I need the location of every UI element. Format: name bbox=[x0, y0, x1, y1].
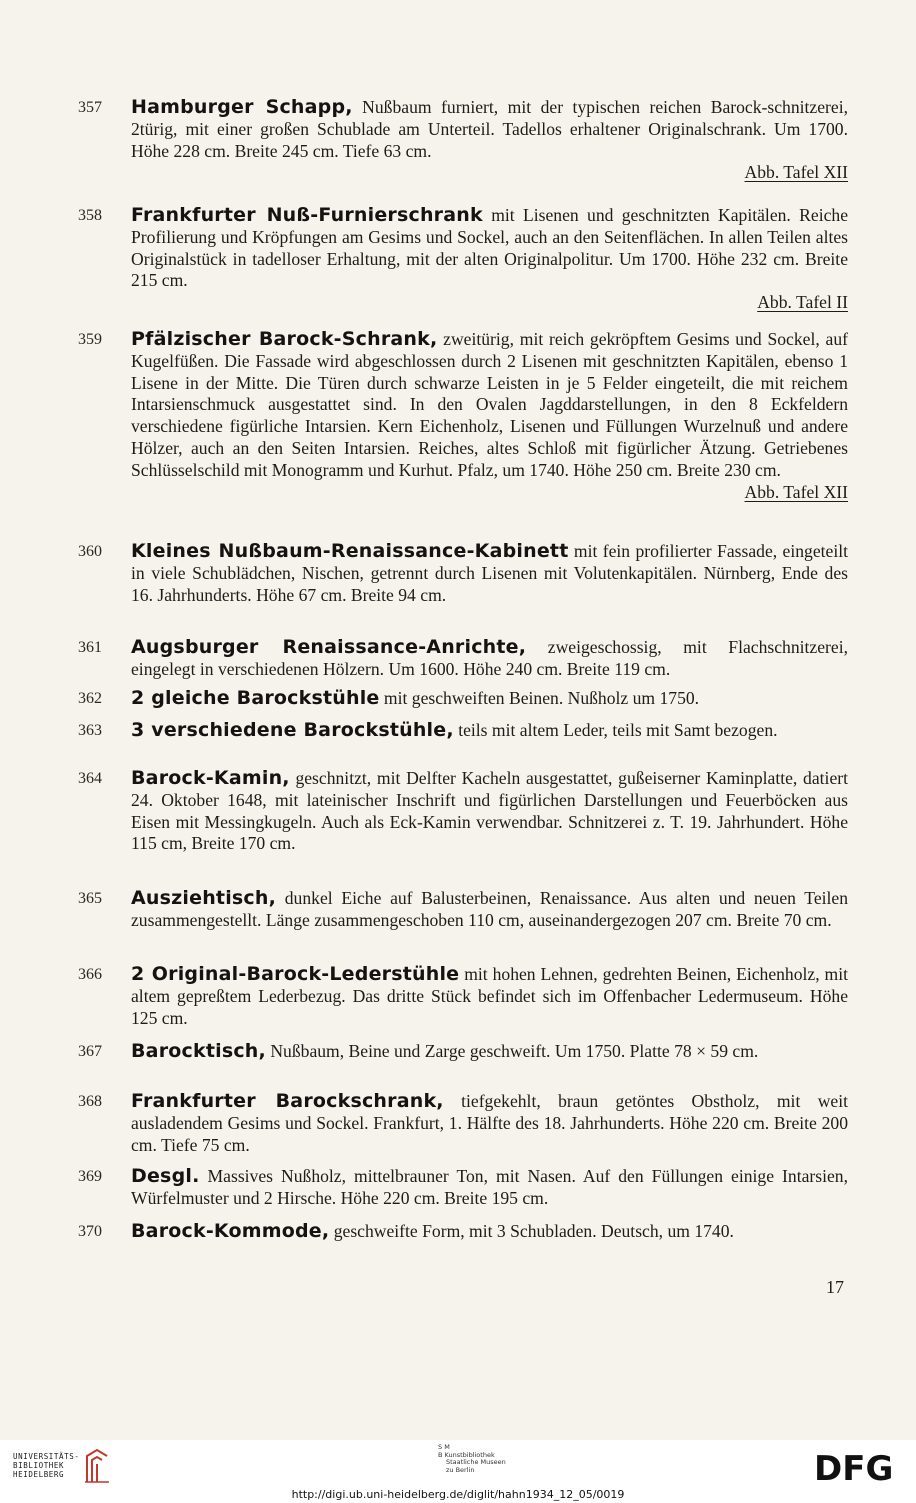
digitization-footer bbox=[0, 1440, 916, 1503]
entry-text bbox=[131, 205, 848, 314]
lot-number: 365 bbox=[78, 890, 102, 907]
plate-reference: Abb. Tafel XII bbox=[744, 162, 848, 183]
lot-number: 369 bbox=[78, 1168, 102, 1185]
lot-number: 357 bbox=[78, 99, 102, 116]
entry-description: mit geschweiften Beinen. Nußholz um 1750. bbox=[383, 688, 700, 708]
stamp-line-3: Staatliche Museen bbox=[446, 1458, 506, 1466]
entry-description: Massives Nußholz, mittelbrauner Ton, mit Nasen. Auf den Füllungen einige Intarsien, Würfelmuster und 2 Hirsche. Höhe 220 cm. Breite 195 cm. bbox=[131, 1166, 848, 1208]
lot-number: 367 bbox=[78, 1043, 102, 1060]
university-logo-icon bbox=[83, 1448, 111, 1484]
entry-text bbox=[131, 1166, 848, 1210]
entry-title: Pfälzischer Barock-Schrank, bbox=[131, 328, 438, 350]
entry-description: mit fein profilierter Fassade, eingeteilt in viele Schublädchen, Nischen, getrennt durch Lisenen mit Volutenkapitälen. Nürnberg, Ende des 16. Jahrhunderts. Höhe 67 cm. Breite 94 cm. bbox=[131, 541, 848, 605]
lot-number: 370 bbox=[78, 1223, 102, 1240]
entry-title: Frankfurter Nuß-Furnierschrank bbox=[131, 204, 483, 226]
entry-description: teils mit altem Leder, teils mit Samt bezogen. bbox=[458, 720, 778, 740]
page-number: 17 bbox=[826, 1277, 844, 1297]
entry-title: Desgl. bbox=[131, 1165, 200, 1187]
lot-number: 358 bbox=[78, 207, 102, 224]
entry-text bbox=[131, 1041, 848, 1063]
entry-title: Frankfurter Barockschrank, bbox=[131, 1090, 444, 1112]
entry-text bbox=[131, 637, 848, 681]
uni-line-3: HEIDELBERG bbox=[13, 1470, 65, 1479]
lot-number: 364 bbox=[78, 770, 102, 787]
entry-text bbox=[131, 768, 848, 855]
stamp-line-4: zu Berlin bbox=[446, 1465, 475, 1474]
dfg-logo-icon bbox=[814, 1450, 904, 1484]
entry-title: Hamburger Schapp, bbox=[131, 96, 353, 118]
source-url[interactable]: http://digi.ub.uni-heidelberg.de/diglit/hahn1934_12_05/0019 bbox=[291, 1488, 625, 1501]
entry-description: geschnitzt, mit Delfter Kacheln ausgestattet, gußeiserner Kaminplatte, datiert 24. Oktober 1648, mit lateinischer Inschrift und figürlichen Darstellungen und Feuerböcken aus Eisen mit Messingkugeln. Auch als Eck-Kamin verwendbar. Schnitzerei z. T. 19. Jahrhundert. Höhe 115 cm, Breite 170 cm. bbox=[131, 768, 848, 854]
entry-description: geschweifte Form, mit 3 Schubladen. Deutsch, um 1740. bbox=[333, 1221, 734, 1241]
entry-title: Barock-Kamin, bbox=[131, 767, 290, 789]
entry-text bbox=[131, 1091, 848, 1156]
lot-number: 368 bbox=[78, 1093, 102, 1110]
entry-description: dunkel Eiche auf Balusterbeinen, Renaissance. Aus alten und neuen Teilen zusammengestellt. Länge zusammengeschoben 110 cm, auseinandergezogen 207 cm. Breite 70 cm. bbox=[131, 888, 849, 930]
entry-text bbox=[131, 97, 848, 184]
entry-description: Nußbaum furniert, mit der typischen reichen Barock-schnitzerei, 2türig, mit einer großen Schublade am Unterteil. Tadellos erhaltener Originalschrank. Um 1700. Höhe 228 cm. Breite 245 cm. Tiefe 63 cm. bbox=[131, 97, 848, 161]
entry-description: zweitürig, mit reich gekröpftem Gesims und Sockel, auf Kugelfüßen. Die Fassade wird abgeschlossen durch 2 Lisenen mit geschnitzten Kapitälen, ebenso 1 Lisene in der Mitte. Die Türen durch schwarze Leisten in je 5 Felder eingeteilt, die mit reichem Intarsienschmuck ausgestattet sind. In den Ovalen Jagddarstellungen, in den 8 Eckfeldern verschiedene figürliche Intarsien. Kern Eichenholz, Lisenen und Füllungen Wurzelnuß und andere Hölzer, auch an den Seiten Intarsien. Reiches, altes Schloß mit figürlicher Ätzung. Getriebenes Schlüsselschild mit Monogramm und Kurhut. Pfalz, um 1740. Höhe 250 cm. Breite 230 cm. bbox=[131, 329, 848, 480]
entry-text bbox=[131, 720, 848, 742]
lot-number: 363 bbox=[78, 722, 102, 739]
uni-line-2: BIBLIOTHEK bbox=[13, 1461, 65, 1470]
entry-title: Barock-Kommode, bbox=[131, 1220, 330, 1242]
entry-description: tiefgekehlt, braun getöntes Obstholz, mit weit ausladendem Gesims und Sockel. Frankfurt, 1. Hälfte des 18. Jahrhunderts. Höhe 220 cm. Breite 200 cm. Tiefe 75 cm. bbox=[131, 1091, 848, 1155]
entry-title: 3 verschiedene Barockstühle, bbox=[131, 719, 454, 741]
entry-title: Barocktisch, bbox=[131, 1040, 266, 1062]
entry-text bbox=[131, 541, 848, 606]
stamp-line-2: B Kunstbibliothek bbox=[438, 1450, 495, 1459]
dfg-logo-text: DFG bbox=[814, 1450, 894, 1484]
university-library-label bbox=[13, 1452, 80, 1479]
plate-reference: Abb. Tafel II bbox=[757, 292, 848, 313]
entry-title: Kleines Nußbaum-Renaissance-Kabinett bbox=[131, 540, 569, 562]
entry-description: mit Lisenen und geschnitzten Kapitälen. Reiche Profilierung und Kröpfungen am Gesims und Sockel, auch an den Seitenflächen. In allen Teilen altes Originalstück in tadelloser Erhaltung, mit der alten Originalpolitur. Um 1700. Höhe 232 cm. Breite 215 cm. bbox=[131, 205, 849, 291]
entry-text bbox=[131, 964, 848, 1029]
lot-number: 366 bbox=[78, 966, 102, 983]
lot-number: 362 bbox=[78, 690, 102, 707]
uni-line-1: UNIVERSITÄTS- bbox=[13, 1452, 80, 1461]
entry-title: Ausziehtisch, bbox=[131, 887, 277, 909]
entry-description: mit hohen Lehnen, gedrehten Beinen, Eichenholz, mit altem gepreßtem Lederbezug. Das dritte Stück befindet sich im Offenbacher Ledermuseum. Höhe 125 cm. bbox=[131, 964, 849, 1028]
entry-title: 2 Original-Barock-Lederstühle bbox=[131, 963, 460, 985]
lot-number: 359 bbox=[78, 331, 102, 348]
entry-description: zweigeschossig, mit Flachschnitzerei, eingelegt in verschiedenen Hölzern. Um 1600. Höhe 240 cm. Breite 119 cm. bbox=[131, 637, 848, 679]
plate-reference: Abb. Tafel XII bbox=[744, 481, 848, 502]
entry-text bbox=[131, 688, 848, 710]
entry-text bbox=[131, 1221, 848, 1243]
museum-stamp bbox=[438, 1444, 518, 1474]
entry-title: Augsburger Renaissance-Anrichte, bbox=[131, 636, 527, 658]
lot-number: 360 bbox=[78, 543, 102, 560]
entry-text bbox=[131, 888, 848, 932]
stamp-line-1: S M bbox=[438, 1443, 450, 1451]
lot-number: 361 bbox=[78, 639, 102, 656]
entry-description: Nußbaum, Beine und Zarge geschweift. Um 1750. Platte 78 × 59 cm. bbox=[270, 1041, 759, 1061]
entry-title: 2 gleiche Barockstühle bbox=[131, 687, 380, 709]
entry-text bbox=[131, 329, 848, 503]
